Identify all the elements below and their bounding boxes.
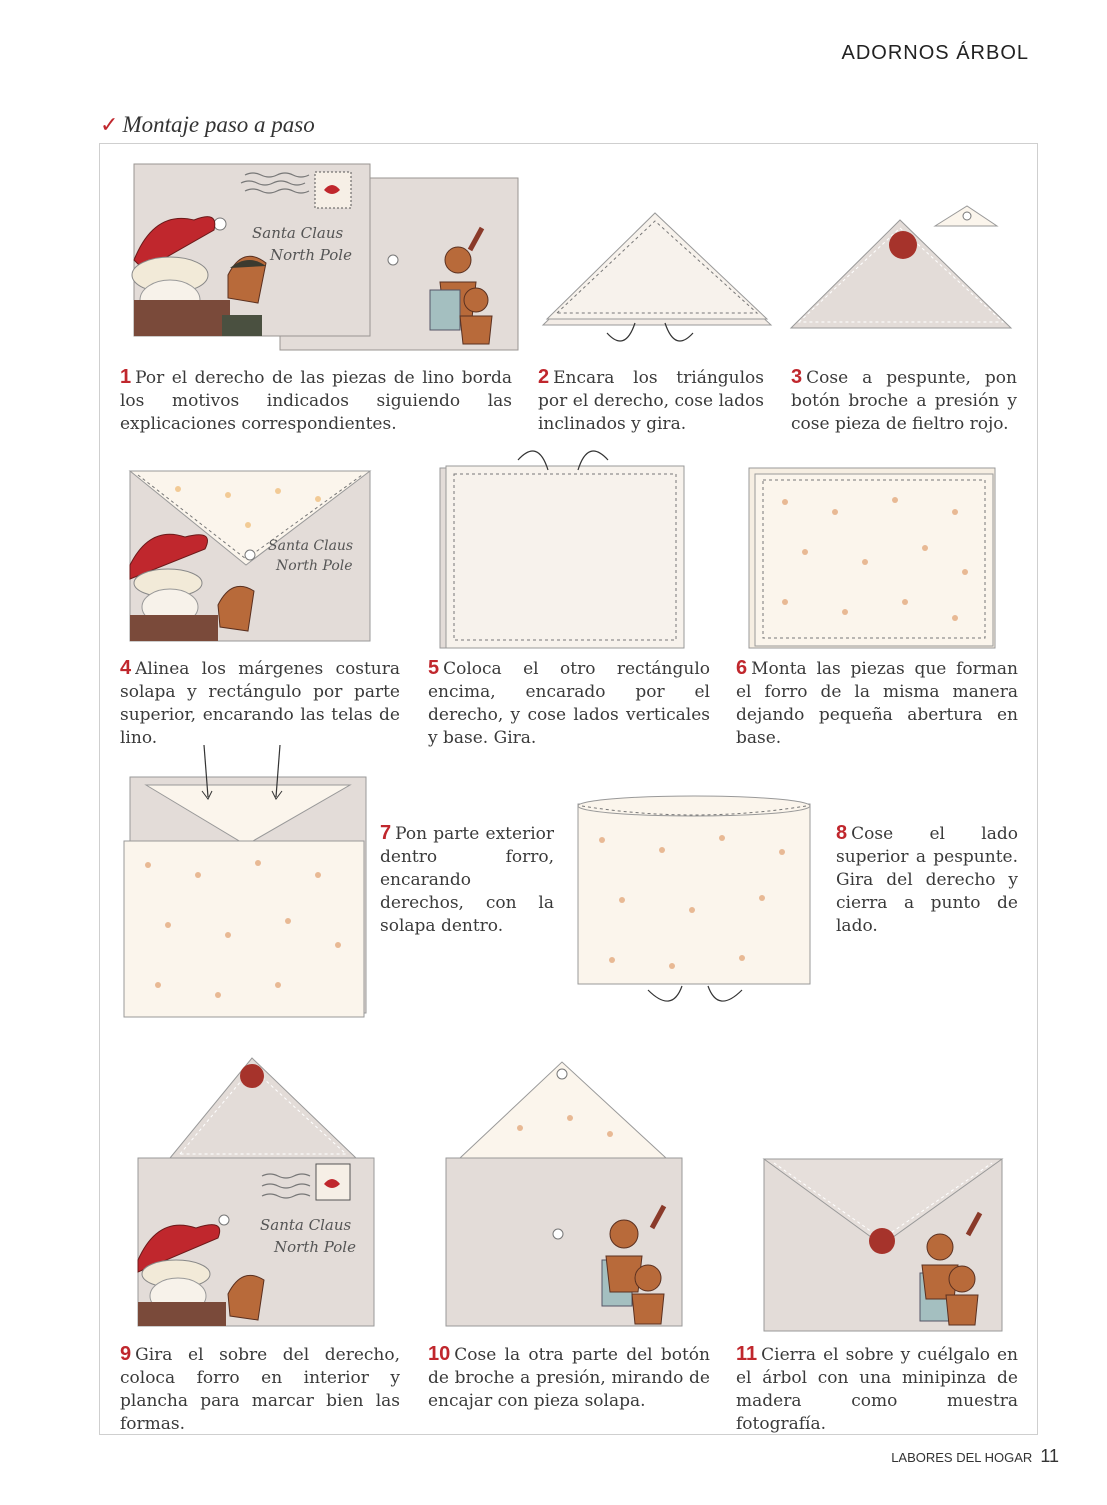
step-description: Cose la otra parte del botón de broche a presión, mirando de encajar con pieza solapa. [428, 1345, 710, 1411]
step-number: 6 [736, 657, 748, 679]
envelope-address-line1: Santa Claus [268, 538, 354, 554]
step-number: 2 [538, 366, 550, 388]
turn-arrow-icon [648, 986, 682, 1001]
step-description: Cierra el sobre y cuélgalo en el árbol con una minipinza de madera como muestra fotografía. [736, 1345, 1018, 1434]
envelope-address-line2: North Pole [276, 558, 353, 574]
step-6-text [736, 657, 1018, 750]
step-number: 7 [380, 822, 392, 844]
step-1-illustration [110, 150, 530, 360]
snap-button-icon [388, 255, 398, 265]
step-2-text [538, 366, 764, 436]
section-title [100, 112, 315, 138]
step-7-text [380, 822, 554, 938]
step-6-illustration [745, 452, 1010, 652]
step-8-text [836, 822, 1018, 938]
step-description: Gira el sobre del derecho, coloca forro en interior y plancha para marcar bien las formas. [120, 1345, 400, 1434]
envelope-address-line1: Santa Claus [260, 1216, 352, 1234]
checkmark-icon: ✓ [100, 112, 119, 137]
turn-arrow-icon [607, 323, 635, 341]
section-header: ADORNOS ÁRBOL [841, 42, 1029, 64]
step-3-text [791, 366, 1017, 436]
step-number: 4 [120, 657, 132, 679]
step-11-text [736, 1343, 1018, 1436]
step-2-illustration [535, 205, 780, 355]
step-description: Pon parte exterior dentro forro, encarando derechos, con la solapa dentro. [380, 824, 554, 936]
felt-seal-icon [869, 1228, 895, 1254]
step-8-illustration [572, 790, 827, 1015]
step-number: 9 [120, 1343, 132, 1365]
step-9-text [120, 1343, 400, 1436]
step-7-illustration [118, 745, 373, 1020]
step-description: Coloca el otro rectángulo encima, encarado por el derecho, y cose lados verticales y base. Gira. [428, 659, 710, 748]
step-9-illustration [130, 1050, 385, 1330]
step-description: Monta las piezas que forman el forro de la misma manera dejando pequeña abertura en base. [736, 659, 1018, 748]
step-number: 5 [428, 657, 440, 679]
step-5-text [428, 657, 710, 750]
step-5-illustration [438, 440, 718, 655]
step-4-illustration [118, 455, 388, 650]
step-description: Por el derecho de las piezas de lino borda los motivos indicados siguiendo las explicaciones correspondientes. [120, 368, 512, 434]
page-footer [891, 1446, 1059, 1467]
step-number: 10 [428, 1343, 451, 1365]
step-description: Encara los triángulos por el derecho, cose lados inclinados y gira. [538, 368, 764, 434]
step-1-text [120, 366, 512, 436]
step-3-illustration [785, 200, 1020, 335]
step-number: 11 [736, 1343, 758, 1365]
page-number: 11 [1040, 1446, 1059, 1466]
step-description: Cose a pespunte, pon botón broche a presión y cose pieza de fieltro rojo. [791, 368, 1017, 434]
step-number: 1 [120, 366, 132, 388]
envelope-address-line2: North Pole [274, 1238, 356, 1256]
felt-seal-icon [889, 231, 917, 259]
magazine-name: LABORES DEL HOGAR [891, 1450, 1033, 1465]
step-number: 8 [836, 822, 848, 844]
envelope-address-line1: Santa Claus [252, 224, 344, 242]
step-4-text [120, 657, 400, 750]
step-10-illustration [440, 1058, 715, 1333]
step-11-illustration [760, 1155, 1010, 1335]
section-title-label: Montaje paso a paso [122, 112, 315, 137]
step-description: Cose el lado superior a pespunte. Gira del derecho y cierra a punto de lado. [836, 824, 1018, 936]
step-description: Alinea los márgenes costura solapa y rectángulo por parte superior, encarando las telas de lino. [120, 659, 400, 748]
step-10-text [428, 1343, 710, 1413]
envelope-address-line2: North Pole [270, 246, 352, 264]
step-number: 3 [791, 366, 803, 388]
